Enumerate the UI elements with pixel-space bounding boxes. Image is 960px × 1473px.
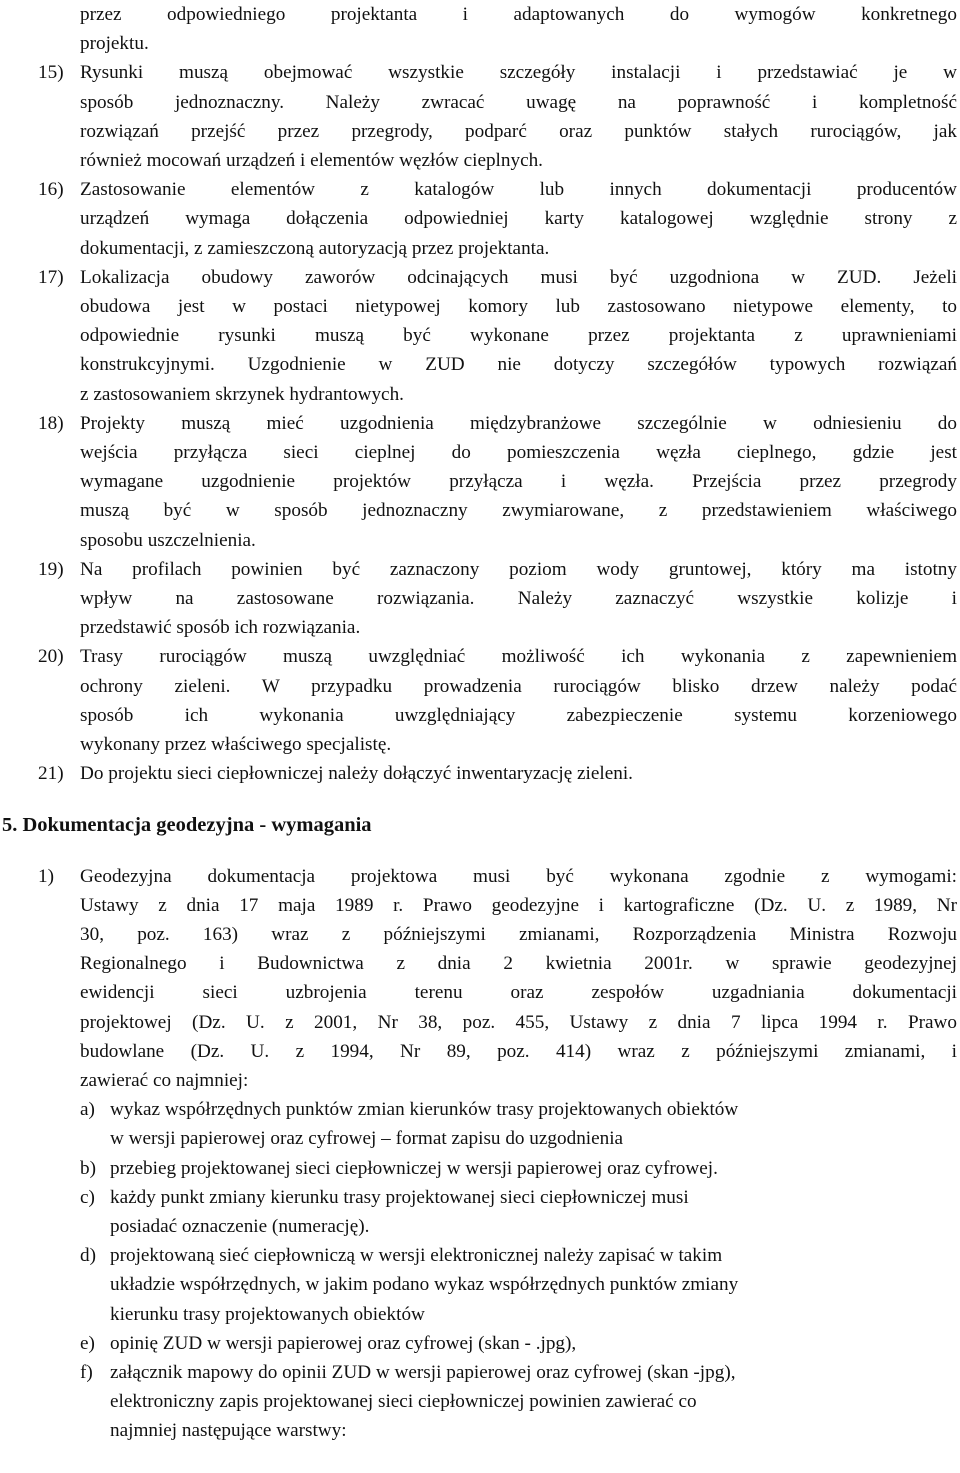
list-item-text-line: Trasy rurociągów muszą uwzględniać możliwość ich wykonania z zapewnieniem	[80, 646, 957, 668]
list-item-text-line: dokumentacji, z zamieszczoną autoryzacją przez projektanta.	[80, 237, 550, 259]
list-item-text-line: Rysunki muszą obejmować wszystkie szczegóły instalacji i przedstawiać je w	[80, 62, 957, 84]
list-item-text-line: Geodezyjna dokumentacja projektowa musi być wykonana zgodnie z wymogami:	[80, 865, 957, 887]
list-item-text-line: wykonany przez właściwego specjalistę.	[80, 734, 392, 755]
list-item-text-line: 30, poz. 163) wraz z późniejszymi zmianami, Rozporządzenia Ministra Rozwoju	[80, 924, 957, 945]
list-item-text-line: sposób jednoznaczny. Należy zwracać uwagę na poprawność i kompletność	[80, 91, 957, 113]
sub-item-letter: c)	[80, 1186, 95, 1208]
list-item-number: 20)	[38, 646, 64, 668]
list-item-text-line: urządzeń wymaga dołączenia odpowiedniej karty katalogowej względnie strony z	[80, 208, 957, 230]
list-item-number: 16)	[38, 179, 64, 201]
sub-item-text-line: kierunku trasy projektowanych obiektów	[110, 1303, 425, 1325]
sub-item-letter: a)	[80, 1099, 95, 1121]
list-item-text-line: sposobu uszczelnienia.	[80, 529, 256, 551]
list-item-text-line: przez odpowiedniego projektanta i adaptowanych do wymogów konkretnego	[80, 4, 957, 25]
sub-item-text-line: najmniej następujące warstwy:	[110, 1420, 347, 1442]
list-item-text-line: Lokalizacja obudowy zaworów odcinających musi być uzgodniona w ZUD. Jeżeli	[80, 266, 957, 288]
list-item-text-line: wejścia przyłącza sieci cieplnej do pomieszczenia węzła cieplnego, gdzie jest	[80, 442, 957, 463]
list-item-text-line: Na profilach powinien być zaznaczony poziom wody gruntowej, który ma istotny	[80, 558, 957, 580]
sub-item-text-line: w wersji papierowej oraz cyfrowej – format zapisu do uzgodnienia	[110, 1128, 624, 1150]
list-item-number: 1)	[38, 865, 54, 887]
list-item-number: 21)	[38, 763, 64, 785]
sub-item-letter: f)	[80, 1362, 93, 1383]
list-item-text-line: z zastosowaniem skrzynek hydrantowych.	[80, 383, 404, 405]
list-item-text-line: projektu.	[80, 33, 149, 55]
sub-item-text-line: posiadać oznaczenie (numerację).	[110, 1216, 370, 1237]
list-item-text-line: Projekty muszą mieć uzgodnienia międzybranżowe szczególnie w odniesieniu do	[80, 412, 957, 434]
sub-item-text-line: każdy punkt zmiany kierunku trasy projektowanej sieci ciepłowniczej musi	[110, 1186, 689, 1208]
list-item-text-line: zawierać co najmniej:	[80, 1070, 249, 1091]
sub-item-text-line: wykaz współrzędnych punktów zmian kierunków trasy projektowanych obiektów	[110, 1099, 739, 1121]
list-item-text-line: ewidencji sieci uzbrojenia terenu oraz zespołów uzgadniania dokumentacji	[80, 982, 957, 1004]
list-item-text-line: obudowa jest w postaci nietypowej komory lub zastosowano nietypowe elementy, to	[80, 296, 957, 317]
list-item-text-line: rozwiązań przejść przez przegrody, podparć oraz punktów stałych rurociągów, jak	[80, 120, 957, 142]
sub-item-text-line: elektroniczny zapis projektowanej sieci ciepłowniczej powinien zawierać co	[110, 1391, 697, 1413]
list-item-number: 15)	[38, 62, 64, 84]
list-item-text-line: budowlane (Dz. U. z 1994, Nr 89, poz. 414) wraz z późniejszymi zmianami, i	[80, 1040, 957, 1062]
sub-item-letter: d)	[80, 1245, 96, 1267]
section-heading: 5. Dokumentacja geodezyjna - wymagania	[2, 814, 372, 837]
list-item-text-line: ochrony zieleni. W przypadku prowadzenia rurociągów blisko drzew należy podać	[80, 675, 957, 697]
list-item-text-line: Ustawy z dnia 17 maja 1989 r. Prawo geodezyjne i kartograficzne (Dz. U. z 1989, Nr	[80, 894, 957, 916]
list-item-text-line: Do projektu sieci ciepłowniczej należy dołączyć inwentaryzację zieleni.	[80, 763, 633, 785]
sub-item-text-line: układzie współrzędnych, w jakim podano wykaz współrzędnych punktów zmiany	[110, 1274, 739, 1296]
list-item-text-line: wpływ na zastosowane rozwiązania. Należy zaznaczyć wszystkie kolizje i	[80, 588, 957, 609]
sub-item-text-line: opinię ZUD w wersji papierowej oraz cyfrowej (skan - .jpg),	[110, 1332, 577, 1354]
list-item-text-line: Zastosowanie elementów z katalogów lub innych dokumentacji producentów	[80, 179, 957, 201]
list-item-text-line: Regionalnego i Budownictwa z dnia 2 kwietnia 2001r. w sprawie geodezyjnej	[80, 953, 957, 975]
list-item-text-line: muszą być w sposób jednoznaczny zwymiarowane, z przedstawieniem właściwego	[80, 500, 957, 522]
sub-item-letter: e)	[80, 1332, 95, 1354]
list-item-number: 19)	[38, 558, 64, 580]
list-item-number: 18)	[38, 412, 64, 434]
list-item-text-line: sposób ich wykonania uwzględniający zabezpieczenie systemu korzeniowego	[80, 704, 957, 726]
sub-item-text-line: projektowaną sieć ciepłowniczą w wersji elektronicznej należy zapisać w takim	[110, 1245, 723, 1267]
list-item-text-line: wymagane uzgodnienie projektów przyłącza i węzła. Przejścia przez przegrody	[80, 471, 957, 493]
list-item-text-line: konstrukcyjnymi. Uzgodnienie w ZUD nie dotyczy szczegółów typowych rozwiązań	[80, 354, 957, 376]
sub-item-text-line: załącznik mapowy do opinii ZUD w wersji papierowej oraz cyfrowej (skan -jpg),	[110, 1362, 736, 1383]
list-item-text-line: odpowiednie rysunki muszą być wykonane przez projektanta z uprawnieniami	[80, 325, 957, 347]
sub-item-text-line: przebieg projektowanej sieci ciepłowniczej w wersji papierowej oraz cyfrowej.	[110, 1157, 718, 1179]
sub-item-letter: b)	[80, 1157, 96, 1179]
list-item-text-line: przedstawić sposób ich rozwiązania.	[80, 617, 361, 639]
list-item-text-line: również mocowań urządzeń i elementów węzłów cieplnych.	[80, 150, 543, 171]
list-item-number: 17)	[38, 266, 64, 288]
list-item-text-line: projektowej (Dz. U. z 2001, Nr 38, poz. 455, Ustawy z dnia 7 lipca 1994 r. Prawo	[80, 1011, 957, 1033]
